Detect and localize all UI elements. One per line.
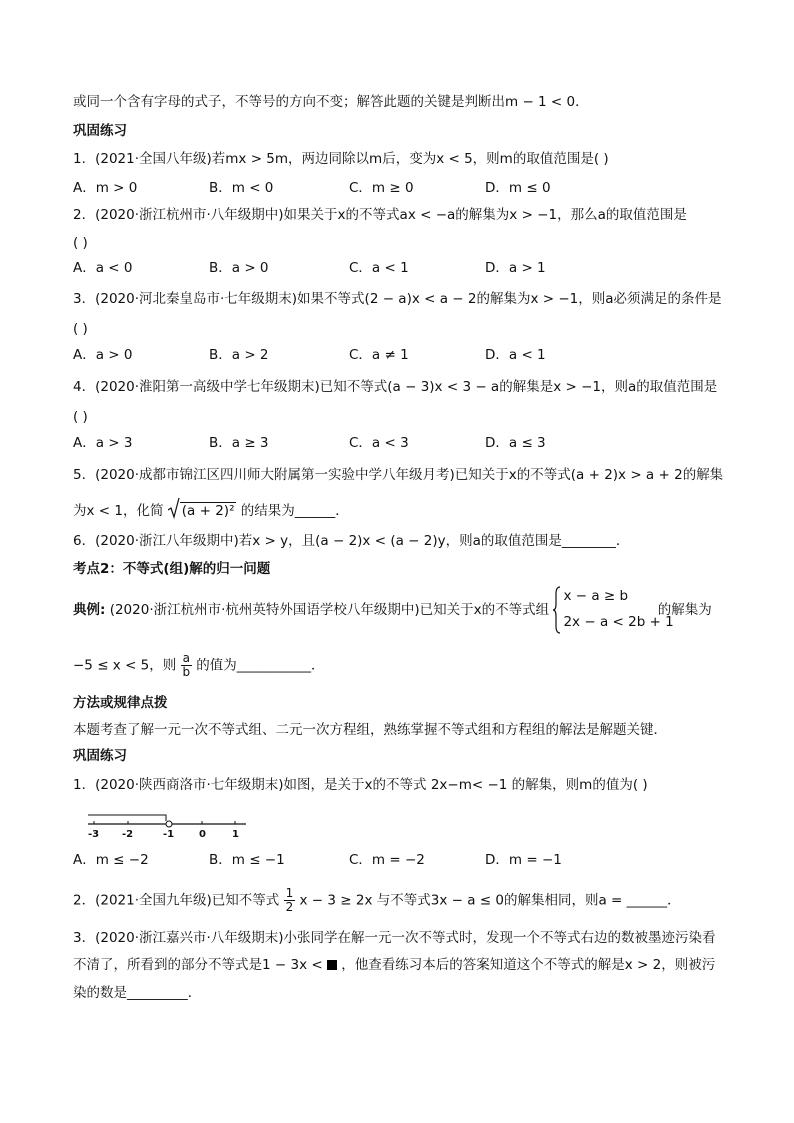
s1-q6-stem: 6．(2020·浙江八年级期中)若x > y，且(a − 2)x < (a − 2)y，则a的取值范围是________．	[73, 533, 630, 549]
option-b: B．a ≥ 3	[209, 435, 269, 451]
s1-q1-stem: 1．(2021·全国八年级)若mx > 5m，两边同除以m后，变为x < 5，则m的取值范围是( )	[73, 151, 609, 167]
s2-q3-line1: 3．(2020·浙江嘉兴市·八年级期末)小张同学在解一元一次不等式时，发现一个不等式右边的数被墨迹污染看	[73, 930, 716, 946]
fraction-one-half	[284, 887, 296, 914]
option-a: A．a < 0	[73, 260, 133, 276]
kaodian2-title: 考点2：不等式(组)解的归一问题	[73, 561, 271, 577]
frac-num: 1	[285, 886, 294, 900]
tick-label: 0	[199, 829, 206, 840]
inequality-system	[553, 588, 674, 630]
option-c: C．m = −2	[349, 852, 425, 868]
option-a: A．a > 3	[73, 435, 133, 451]
s2-q3-line2	[73, 955, 734, 975]
example-range: −5 ≤ x < 5，则	[73, 657, 177, 674]
s1-q3-stem: 3．(2020·河北秦皇岛市·七年级期末)如果不等式(2 − a)x < a − 2的解集为x > −1，则a必须满足的条件是	[73, 291, 722, 307]
section2-title: 巩固练习	[73, 748, 127, 764]
s1-q2-stem: 2．(2020·浙江杭州市·八年级期中)如果关于x的不等式ax < −a的解集为x > −1，那么a的取值范围是	[73, 207, 687, 223]
method-text: 本题考查了解一元一次不等式组、二元一次方程组，熟练掌握不等式组和方程组的解法是解题关键．	[73, 722, 667, 738]
tick-label: -2	[122, 829, 134, 840]
example-text: (2020·浙江杭州市·杭州英特外国语学校八年级期中)已知关于x的不等式组	[109, 602, 550, 618]
s1-q3-paren: ( )	[73, 321, 88, 337]
option-b: B．a > 2	[209, 347, 269, 363]
system-top: x − a ≥ b	[563, 588, 629, 604]
frac-den: 2	[285, 900, 294, 914]
system-bottom: 2x − a < 2b + 1	[563, 614, 674, 630]
example-line2	[73, 652, 734, 679]
section1-title: 巩固练习	[73, 123, 127, 139]
tick-label: -3	[88, 829, 100, 840]
tick-label: -1	[163, 829, 175, 840]
option-b: B．m < 0	[209, 180, 274, 196]
s2-q1-stem: 1．(2020·陕西商洛市·七年级期末)如图，是关于x的不等式 2x−m< −1 的解集，则m的值为( )	[73, 777, 648, 793]
q5-text-a: 为x < 1，化简	[73, 503, 164, 519]
option-b: B．m ≤ −1	[209, 852, 285, 868]
option-a: A．m ≤ −2	[73, 852, 149, 868]
frac-num: a	[182, 651, 190, 665]
example-line	[73, 588, 734, 630]
sqrt-body: (a + 2)²	[181, 503, 235, 519]
sqrt-icon	[168, 497, 180, 525]
s2-q3-text-a: 不清了，所看到的部分不等式是1 − 3x <	[73, 957, 323, 973]
s2-q2-stem	[73, 887, 734, 914]
s2-q2-text-a: 2．(2021·全国九年级)已知不等式	[73, 892, 280, 909]
s2-q2-text-b: x − 3 ≥ 2x 与不等式3x − a ≤ 0的解集相同，则a = ______．	[299, 892, 681, 909]
fraction-a-over-b	[181, 652, 192, 679]
number-line	[86, 806, 256, 842]
tick-label: 1	[232, 829, 239, 840]
option-c: C．a < 1	[349, 260, 409, 276]
q5-text-b: 的结果为______．	[240, 503, 349, 519]
s2-q3-text-b: ，他查看练习本后的答案知道这个不等式的解是x > 2，则被污	[341, 957, 716, 973]
s2-q3-line3: 染的数是_________．	[73, 985, 202, 1001]
option-c: C．m ≥ 0	[349, 180, 414, 196]
brace-icon	[553, 586, 561, 634]
frac-den: b	[182, 665, 191, 679]
example-answer: 的值为___________．	[196, 657, 325, 674]
example-label: 典例:	[73, 602, 106, 618]
option-d: D．a > 1	[485, 260, 546, 276]
s1-q5-stem: 5．(2020·成都市锦江区四川师大附属第一实验中学八年级月考)已知关于x的不等式(a + 2)x > a + 2的解集	[73, 467, 724, 483]
s1-q4-paren: ( )	[73, 409, 88, 425]
option-d: D．m ≤ 0	[485, 180, 551, 196]
option-b: B．a > 0	[209, 260, 269, 276]
option-d: D．a ≤ 3	[485, 435, 546, 451]
option-c: C．a < 3	[349, 435, 409, 451]
intro-line: 或同一个含有字母的式子，不等号的方向不变；解答此题的关键是判断出m − 1 < 0．	[73, 94, 589, 110]
s1-q4-stem: 4．(2020·淮阳第一高级中学七年级期末)已知不等式(a − 3)x < 3 − a的解集是x > −1，则a的取值范围是	[73, 379, 718, 395]
method-title: 方法或规律点拨	[73, 695, 168, 711]
example-tail: 的解集为	[657, 602, 712, 618]
s1-q5-line2	[73, 497, 734, 525]
option-d: D．a < 1	[485, 347, 546, 363]
option-a: A．m > 0	[73, 180, 138, 196]
option-c: C．a ≠ 1	[349, 347, 409, 363]
option-d: D．m = −1	[485, 852, 562, 868]
s1-q2-paren: ( )	[73, 235, 88, 251]
option-a: A．a > 0	[73, 347, 133, 363]
ink-blot-icon	[327, 960, 337, 970]
